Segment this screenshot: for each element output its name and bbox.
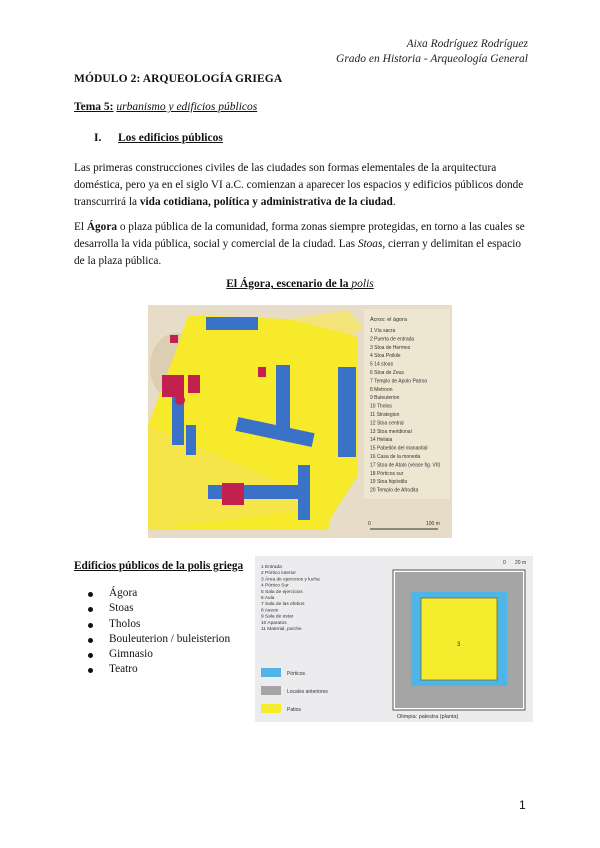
map-legend-item: 8 Metroon [370, 386, 393, 393]
plan-key-swatch [261, 686, 281, 695]
bullet-dot-icon [88, 653, 93, 658]
paragraph-2-bold: Ágora [86, 221, 117, 233]
page-number: 1 [519, 798, 526, 812]
paragraph-1 [74, 160, 526, 211]
map-legend-item: 7 Templo de Apolo Patroo [370, 378, 428, 385]
building-bouleuterion [162, 375, 184, 397]
map-legend-title: Ácros: el ágora [370, 317, 407, 323]
plan-patio [421, 598, 497, 680]
map-legend-item: 16 Casa de la moneda [370, 454, 421, 460]
bullet-dot-icon [88, 592, 93, 597]
subsection-title: Edificios públicos de la polis griega [74, 560, 244, 572]
plan-key-label: Patios [287, 707, 301, 713]
topic-title: urbanismo y edificios públicos [116, 101, 258, 113]
plan-rooms-east [507, 592, 523, 686]
map-legend-item: 6 Stoa de Zeus [370, 370, 404, 376]
paragraph-2-text-b: o plaza pública de la comunidad, forma zonas siempre protegidas, en torno a las cuales se desarrolla la vida pública, social y comercial de la ciudad. Las [74, 221, 525, 250]
bullet-text: Tholos [109, 617, 141, 630]
building-metroon [188, 375, 200, 393]
bullet-text: Teatro [109, 663, 138, 676]
paragraph-1-text: Las primeras construcciones civiles de las ciudades son formas elementales de la arquitectura doméstica, pero ya en el siglo VI a.C. comienzan a aparecer los espacios y edificios públicos donde transcurrirá la [74, 162, 524, 208]
plan-legend-item: 8 Aseos [261, 608, 279, 614]
map-legend-item: 2 Puerta de entrada [370, 336, 415, 343]
map-scale-zero: 0 [368, 521, 371, 527]
bullet-text: Bouleuterion / buleisterion [109, 632, 231, 645]
bullet-dot-icon [88, 668, 93, 673]
map-legend-item: 19 Stoa hipóstila [370, 479, 407, 486]
map-legend-item: 14 Heliaia [370, 437, 393, 444]
bullet-dot-icon [88, 623, 93, 628]
building-tholos [175, 395, 185, 405]
building-temple [170, 335, 178, 343]
map-legend-item: 1 Vía sacra [370, 328, 396, 334]
caption-italic: polis [351, 278, 374, 290]
plan-center-number: 3 [457, 642, 461, 648]
paragraph-2-text: El [74, 221, 87, 233]
bullet-item [88, 617, 230, 632]
map-legend-item: 17 Stoa de Atalo (véase fig. VII) [370, 462, 441, 469]
figure-caption [0, 278, 600, 290]
agora-map-image [148, 305, 452, 538]
map-legend-item: 3 Stoa de Hermes [370, 344, 411, 351]
plan-rooms-north [395, 572, 523, 592]
plan-legend-item: 11 Material, porche [261, 627, 302, 632]
plan-legend-item: 7 Sala de las efebos [261, 602, 305, 608]
bullet-text: Ágora [109, 587, 138, 599]
palaestra-plan-image [255, 556, 533, 722]
caption-bold: El Ágora, escenario de la [226, 278, 352, 290]
plan-key-swatch [261, 668, 281, 677]
bullet-item [88, 632, 230, 647]
plan-key-label: Pórticos [287, 671, 306, 677]
bullet-item [88, 601, 230, 616]
paragraph-1-bold: vida cotidiana, política y administrativa de la ciudad [139, 196, 393, 208]
plan-legend-item: 5 Sala de ejercicios [261, 589, 303, 595]
section-number: I. [94, 132, 102, 144]
map-legend-item: 15 Pabellón del manantial [370, 445, 428, 452]
plan-legend-item: 4 Pórtico Sur [261, 583, 289, 589]
header-author: Aixa Rodríguez Rodríguez [406, 38, 528, 50]
paragraph-2 [74, 219, 526, 270]
bullet-dot-icon [88, 607, 93, 612]
map-legend-item: 5 14 stoas [370, 361, 394, 368]
bullet-item [88, 586, 230, 601]
paragraph-2-italic: Stoas [357, 238, 383, 250]
plan-caption: Olimpia: palestra (planta) [397, 714, 459, 720]
building-altar [258, 367, 266, 377]
plan-rooms-west [395, 592, 411, 686]
building-heliaia [222, 483, 244, 505]
plan-legend-item: 2 Pórtico interior [261, 571, 296, 577]
plan-legend-item: 6 Aula [261, 596, 275, 601]
map-scale-label: 100 m [426, 521, 440, 527]
plan-key-swatch [261, 704, 281, 713]
map-legend-item: 9 Buleuterion [370, 395, 400, 402]
map-legend-item: 4 Stoa Poikile [370, 353, 401, 360]
plan-scale-end: 20 m [515, 560, 527, 566]
stoa-attalos [276, 365, 290, 435]
plan-legend-item: 9 Sala de estar [261, 614, 294, 620]
map-legend-item: 10 Tholos [370, 403, 392, 410]
plan-key-label: Locales anteriores [287, 689, 328, 695]
plan-rooms-south [395, 686, 523, 708]
map-legend-item: 20 Templo de Afrodita [370, 487, 419, 494]
paragraph-1-end: . [392, 196, 396, 208]
stoa-far-east [338, 367, 356, 457]
stoa-north [206, 317, 258, 330]
stoa-small [186, 425, 196, 455]
plan-legend-item: 10 Aparatos [261, 620, 287, 626]
map-legend-item: 13 Stoa meridional [370, 428, 412, 435]
bullet-item [88, 662, 230, 677]
map-legend-item: 18 Pórticos sur [370, 470, 404, 477]
stoa-south [208, 485, 298, 499]
stoa-east [298, 465, 310, 520]
topic-heading [74, 101, 257, 113]
map-legend-item: 11 Strategion [370, 412, 400, 418]
bullet-item [88, 647, 230, 662]
topic-label: Tema 5: [74, 101, 114, 113]
plan-legend-item: 1 Entrada [261, 565, 282, 570]
bullet-dot-icon [88, 638, 93, 643]
paragraph-2-end: , cierran y delimitan el espacio de la plaza pública. [74, 238, 521, 267]
plan-scale-zero: 0 [503, 560, 506, 566]
bullet-text: Stoas [109, 602, 134, 615]
plan-legend-item: 3 Área de ejercicios y lucha [261, 577, 320, 583]
module-title: MÓDULO 2: ARQUEOLOGÍA GRIEGA [74, 73, 283, 85]
bullet-text: Gimnasio [109, 648, 153, 661]
section-title: Los edificios públicos [118, 132, 223, 144]
bullet-list [88, 586, 230, 678]
section-heading [94, 132, 223, 144]
map-legend-item: 12 Stoa central [370, 420, 404, 427]
header-course: Grado en Historia - Arqueología General [336, 53, 528, 65]
